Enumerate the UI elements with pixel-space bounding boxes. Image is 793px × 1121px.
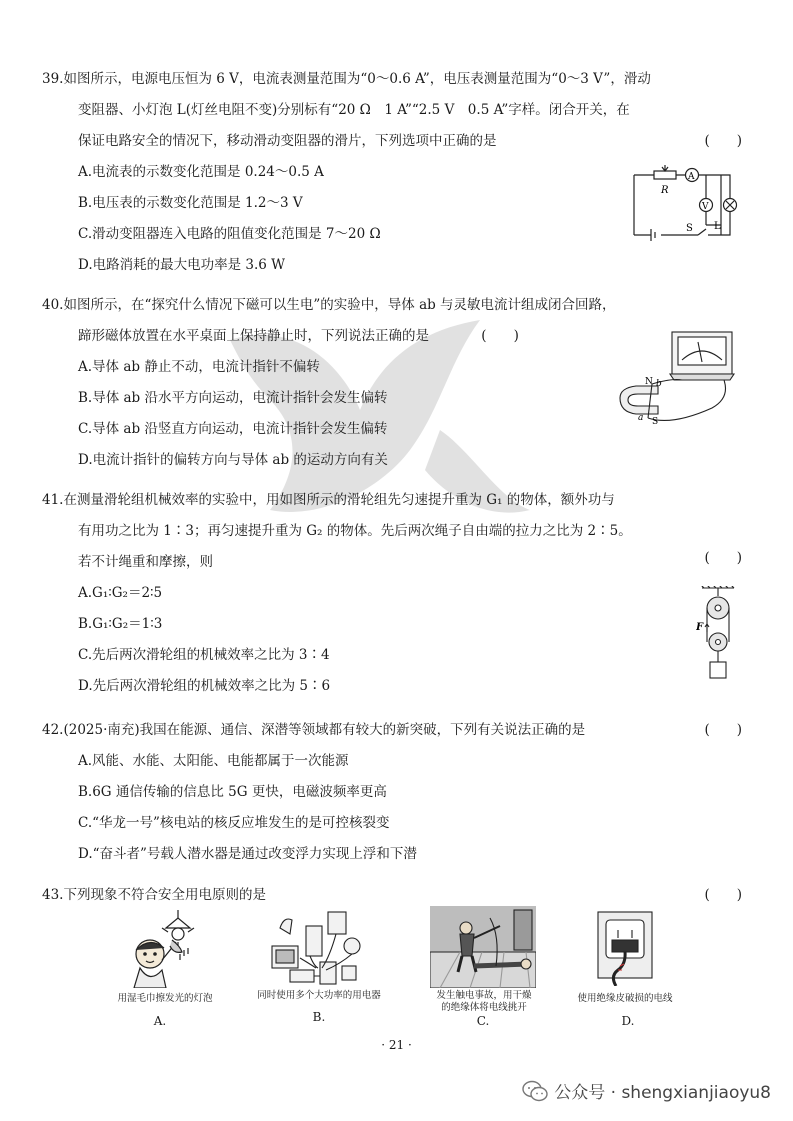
q40-option-c: C.导体 ab 沿竖直方向运动，电流计指针会发生偏转 <box>78 421 388 437</box>
q43-caption-c: 发生触电事故，用干燥 的绝缘体将电线挑开 <box>436 990 532 1013</box>
q40-fig-a-label: a <box>638 413 644 423</box>
q39-stem-line3 <box>42 126 742 157</box>
q42-answer-paren: ( ) <box>704 722 742 738</box>
q39-option-a: A.电流表的示数变化范围是 0.24～0.5 A <box>78 164 324 180</box>
q41-option-d: D.先后两次滑轮组的机械效率之比为 5∶6 <box>78 678 331 694</box>
q39-circuit-diagram <box>626 165 744 245</box>
q39-stem-line3-text: 保证电路安全的情况下，移动滑动变阻器的滑片，下列选项中正确的是 <box>78 133 497 149</box>
q43-answer-paren: ( ) <box>704 887 742 903</box>
q40-stem-line2-text: 蹄形磁体放置在水平桌面上保持静止时，下列说法正确的是 <box>78 328 429 344</box>
q40-option-b: B.导体 ab 沿水平方向运动，电流计指针会发生偏转 <box>78 390 388 406</box>
question-43 <box>42 880 742 911</box>
q39-option-d: D.电路消耗的最大电功率是 3.6 W <box>78 257 286 273</box>
q43-letter-a: A. <box>153 1014 167 1028</box>
q39-fig-r-label: R <box>661 185 669 196</box>
q43-picture-c-insulator-rescue <box>430 906 536 988</box>
q41-stem-line3-text: 若不计绳重和摩擦，则 <box>78 554 213 570</box>
q43-picture-b-overloaded-socket <box>270 906 366 988</box>
q40-option-d: D.电流计指针的偏转方向与导体 ab 的运动方向有关 <box>78 452 388 468</box>
q42-option-d: D.“奋斗者”号载人潜水器是通过改变浮力实现上浮和下潜 <box>78 846 417 862</box>
q40-stem-line1: 40.如图所示，在“探究什么情况下磁可以生电”的实验中，导体 ab 与灵敏电流计组成闭合回路， <box>42 297 616 313</box>
q43-letter-d: D. <box>621 1014 635 1028</box>
q42-option-a: A.风能、水能、太阳能、电能都属于一次能源 <box>78 753 349 769</box>
q40-fig-n-label: N <box>645 377 653 387</box>
q41-pulley-diagram <box>696 586 740 682</box>
q40-magnet-galvanometer-diagram <box>612 328 742 428</box>
q43-letter-c: C. <box>476 1014 490 1028</box>
q42-option-b: B.6G 通信传输的信息比 5G 更快，电磁波频率更高 <box>78 784 387 800</box>
q43-letter-b: B. <box>312 1010 326 1024</box>
q42-stem-line1 <box>42 715 742 746</box>
wechat-icon <box>522 1080 548 1102</box>
q43-stem-line1-text: 43.下列现象不符合安全用电原则的是 <box>42 887 266 903</box>
q41-stem-line3 <box>42 547 742 578</box>
q40-fig-s-label: S <box>652 417 659 427</box>
q39-fig-switch-label: S <box>686 223 693 234</box>
q39-stem-line2: 变阻器、小灯泡 L(灯丝电阻不变)分别标有“20 Ω 1 A”“2.5 V 0.5 A”字样。闭合开关，在 <box>78 102 630 118</box>
q43-caption-d: 使用绝缘皮破损的电线 <box>577 993 673 1004</box>
q41-option-b: B.G₁∶G₂＝1∶3 <box>78 616 163 632</box>
q40-fig-b-label: b <box>656 379 662 389</box>
question-42 <box>42 715 742 870</box>
q39-stem-line1: 39.如图所示，电源电压恒为 6 V，电流表测量范围为“0～0.6 A”，电压表测量范围为“0～3 V”，滑动 <box>42 71 651 87</box>
q39-fig-ammeter-label: A <box>688 172 695 182</box>
q41-option-c: C.先后两次滑轮组的机械效率之比为 3∶4 <box>78 647 330 663</box>
question-41 <box>42 485 742 702</box>
q41-option-a: A.G₁∶G₂＝2∶5 <box>78 585 163 601</box>
q40-answer-paren: ( ) <box>481 328 519 344</box>
q41-fig-f-label: F <box>696 622 704 633</box>
q43-caption-b: 同时使用多个大功率的用电器 <box>257 990 381 1001</box>
q42-option-c: C.“华龙一号”核电站的核反应堆发生的是可控核裂变 <box>78 815 390 831</box>
q39-answer-paren: ( ) <box>704 133 742 149</box>
q43-caption-a: 用湿毛巾擦发光的灯泡 <box>117 993 213 1004</box>
q42-stem-line1-text: 42.(2025·南充)我国在能源、通信、深潜等领域都有较大的新突破，下列有关说法正确的是 <box>42 722 586 738</box>
q41-stem-line2: 有用功之比为 1∶3；再匀速提升重为 G₂ 的物体。先后两次绳子自由端的拉力之比为 2∶5。 <box>78 523 632 539</box>
q43-picture-d-damaged-wire <box>590 908 660 986</box>
q40-option-a: A.导体 ab 静止不动，电流计指针不偏转 <box>78 359 320 375</box>
footer-watermark <box>522 1078 771 1103</box>
q43-picture-a-wet-towel-lamp <box>122 910 204 988</box>
q41-answer-paren: ( ) <box>704 550 742 566</box>
q39-fig-lamp-label: L <box>714 221 721 232</box>
q43-stem-line1 <box>42 880 742 911</box>
q39-option-b: B.电压表的示数变化范围是 1.2～3 V <box>78 195 303 211</box>
watermark-text: 公众号 · shengxianjiaoyu8 <box>554 1083 771 1103</box>
q41-stem-line1: 41.在测量滑轮组机械效率的实验中，用如图所示的滑轮组先匀速提升重为 G₁ 的物体，额外功与 <box>42 492 615 508</box>
q39-option-c: C.滑动变阻器连入电路的阻值变化范围是 7～20 Ω <box>78 226 381 242</box>
q39-fig-voltmeter-label: V <box>702 202 709 212</box>
page-number: · 21 · <box>381 1038 412 1052</box>
